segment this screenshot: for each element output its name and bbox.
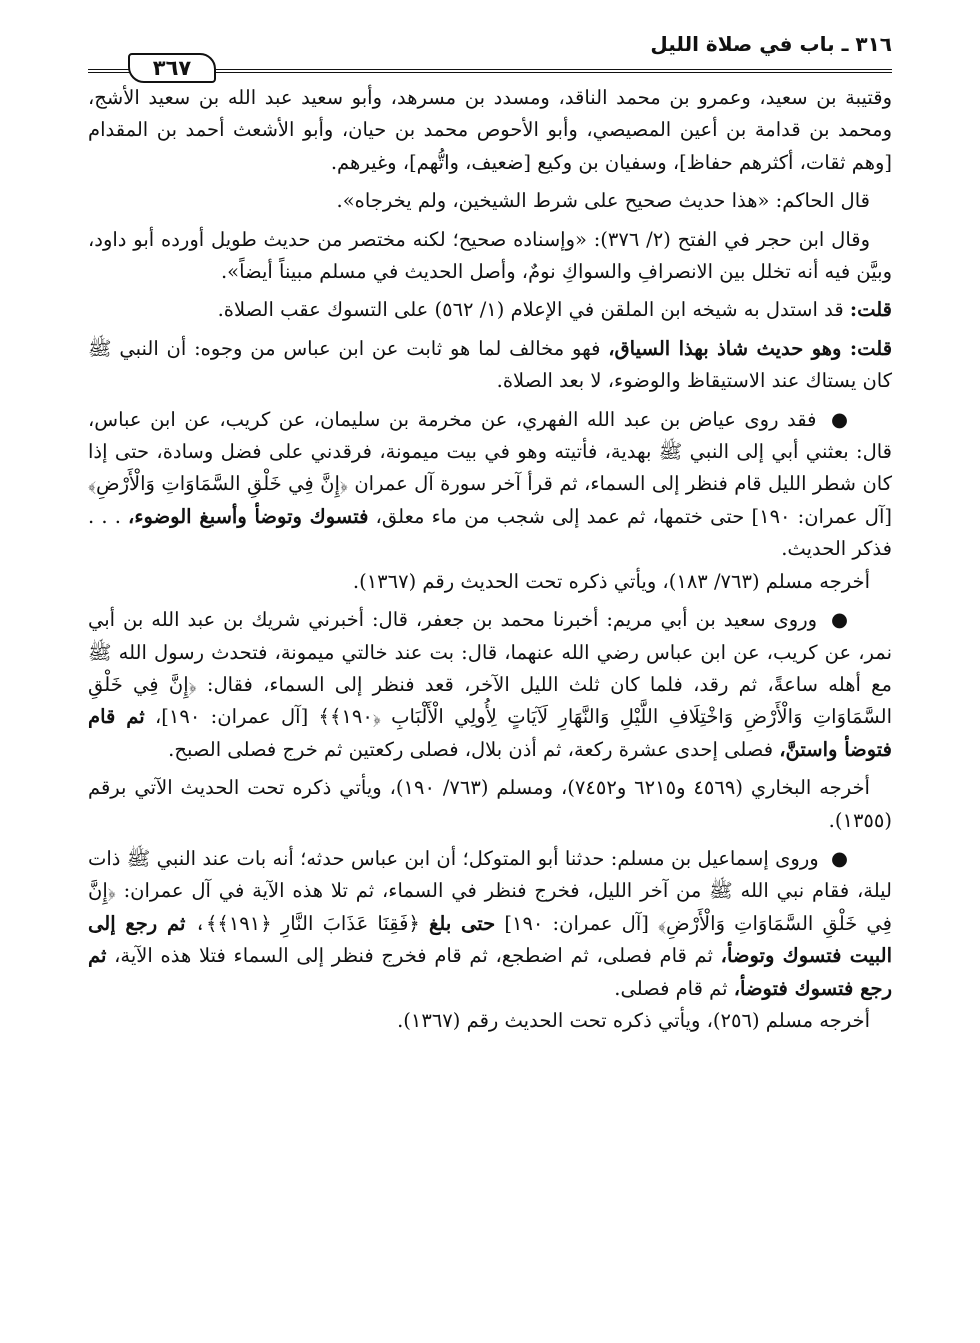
paragraph-tail: ثم قام فصلى.: [614, 976, 734, 1000]
bold-phrase: ثم رجع إلى البيت فتسوك وتوضأ،: [88, 911, 893, 968]
paragraph-takhrij-1: [88, 566, 892, 598]
paragraph-tail: . . . فذكر الحديث.: [88, 504, 892, 561]
paragraph-text: وروى إسماعيل بن مسلم: حدثنا أبو المتوكل؛ أن ابن عباس حدثه؛ أنه بات عند النبي ﷺ ذات ليلة، فقام نبي الله ﷺ من آخر الليل، فخرج فنظر في السماء، ثم تلا هذه الآية في آل عمران: ﴿إِنَّ فِي خَلْقِ السَّمَاوَاتِ وَالْأَرْضِ﴾ [آل عمران: ١٩٠]: [88, 846, 892, 935]
bold-phrase: وهو حديث شاذ بهذا السياق،: [608, 336, 850, 360]
paragraph-text: أخرجه مسلم (٧٦٣/ ١٨٣)، ويأتي ذكره تحت الحديث رقم (١٣٦٧).: [352, 569, 870, 593]
paragraph-hakim: [88, 185, 892, 217]
note-label: قلت:: [849, 336, 893, 360]
paragraph-narration-said: [88, 604, 892, 766]
bold-phrase: ثم قام فتوضأ واستنَّ،: [88, 705, 892, 761]
paragraph-text: فقد روى عياض بن عبد الله الفهري، عن مخرمة بن سليمان، عن كريب، عن ابن عباس، قال: بعثني أبي إلى النبي ﷺ بهدية، فأتيته وهو في بيت ميمونة، فرقدني على فضل وسادة، حتى إذا كان شطر الليل قام فنظر إلى السماء، ثم قرأ آخر سورة آل عمران ﴿إِنَّ فِي خَلْقِ السَّمَاوَاتِ وَالْأَرْضِ﴾ [آل عمران: ١٩٠] حتى ختمها، ثم عمد إلى شجب من ماء معلق،: [88, 407, 892, 528]
paragraph-ibn-hajar: [88, 224, 892, 289]
paragraph-text: أخرجه مسلم (٢٥٦)، ويأتي ذكره تحت الحديث رقم (١٣٦٧).: [397, 1008, 870, 1032]
paragraph-takhrij-3: [88, 1005, 892, 1037]
paragraph-narrators: [88, 82, 892, 179]
paragraph-note-2: [88, 333, 892, 398]
bold-phrase: ثم رجع فتسوك فتوضأ،: [88, 944, 892, 1000]
paragraph-narration-iyad: [88, 404, 892, 566]
paragraph-middle: ثم قام فصلى، ثم اضطجع، ثم قام فخرج فنظر إلى السماء فتلا هذه الآية،: [106, 944, 721, 968]
book-page: [88, 28, 892, 1037]
bold-phrase: فتسوك وتوضأ وأسبغ الوضوء،: [128, 504, 369, 528]
paragraph-text: وقتيبة بن سعيد، وعمرو بن محمد الناقد، ومسدد بن مسرهد، وأبو سعيد عبد الله بن سعيد الأشج، ومحمد بن قدامة بن أعين المصيصي، وأبو الأحوص محمد بن حيان، وأبو الأشعث أحمد بن المقدام [وهم ثقات، أكثرهم حفاظ]، وسفيان بن وكيع [ضعيف، واتُّهم]، وغيرهم.: [88, 86, 892, 174]
bullet-icon: ●: [830, 846, 848, 870]
paragraph-text: قال الحاكم: «هذا حديث صحيح على شرط الشيخين، ولم يخرجاه».: [336, 189, 870, 213]
page-body: [88, 82, 892, 1037]
quran-verse: ﴿فَقِنَا عَذَابَ النَّارِ ﴿١٩١﴾﴾،: [185, 911, 429, 935]
paragraph-text: وروى سعيد بن أبي مريم: أخبرنا محمد بن جعفر، قال: أخبرني شريك بن عبد الله بن أبي نمر، عن كريب، عن ابن عباس رضي الله عنهما، قال: بت عند خالتي ميمونة، فتحدث رسول الله ﷺ مع أهله ساعةً، ثم رقد، فلما كان ثلث الليل الآخر، قعد فنظر إلى السماء، فقال: ﴿إِنَّ فِي خَلْقِ السَّمَاوَاتِ وَالْأَرْضِ وَاخْتِلَافِ اللَّيْلِ وَالنَّهَارِ لَآيَاتٍ لِأُولِي الْأَلْبَابِ ﴿١٩٠﴾﴾ [آل عمران: ١٩٠]،: [88, 608, 892, 729]
bold-phrase: حتى بلغ: [428, 911, 496, 935]
paragraph-tail: فصلى إحدى عشرة ركعة، ثم أذن بلال، فصلى ركعتين ثم خرج فصلى الصبح.: [168, 737, 780, 761]
page-header: [88, 28, 892, 82]
page-number: ٣٦٧: [128, 53, 216, 83]
running-title: ٣١٦ ـ باب في صلاة الليل: [650, 32, 892, 56]
paragraph-takhrij-2: [88, 772, 892, 837]
paragraph-narration-ismail: [88, 843, 892, 1005]
bullet-icon: ●: [830, 608, 848, 632]
paragraph-text: وقال ابن حجر في الفتح (٢/ ٣٧٦): «وإسناده صحيح؛ لكنه مختصر من حديث طويل أورده أبو داود، وبيَّن فيه أنه تخلل بين الانصرافِ والسواكِ نومٌ، وأصل الحديث في مسلم مبيناً أيضاً».: [88, 227, 892, 284]
note-label: قلت:: [849, 298, 892, 322]
paragraph-text: قد استدل به شيخه ابن الملقن في الإعلام (١/ ٥٦٢) على التسوك عقب الصلاة.: [217, 298, 850, 322]
paragraph-note-1: [88, 294, 892, 326]
paragraph-text: أخرجه البخاري (٤٥٦٩ و٦٢١٥ و٧٤٥٢)، ومسلم (٧٦٣/ ١٩٠)، ويأتي ذكره تحت الحديث الآتي برقم (١٣٥٥).: [88, 776, 892, 832]
bullet-icon: ●: [830, 407, 848, 431]
paragraph-text: فهو مخالف لما هو ثابت عن ابن عباس من وجوه: أن النبي ﷺ كان يستاك عند الاستيقاظ والوضوء، لا بعد الصلاة.: [88, 336, 892, 393]
